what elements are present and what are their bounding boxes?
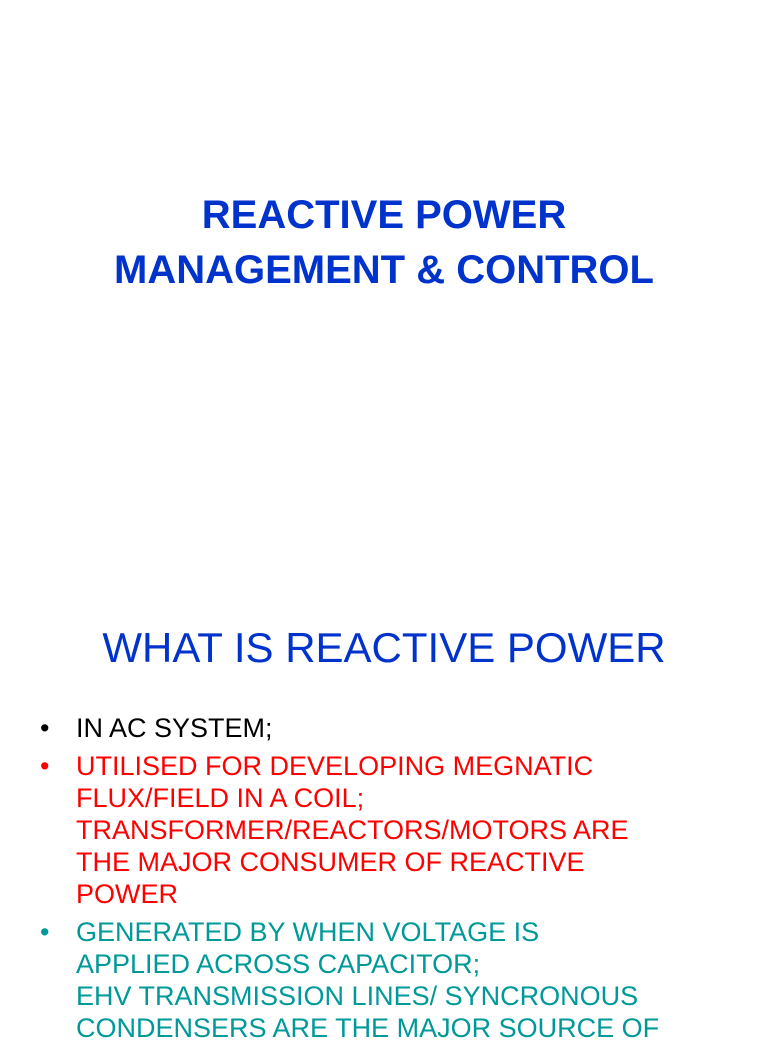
bullet-icon: • (40, 713, 50, 743)
bullet-text: GENERATED BY WHEN VOLTAGE IS (76, 917, 540, 947)
bullet-item (38, 712, 748, 744)
bullet-text: POWER (76, 879, 179, 909)
bullet-text: FLUX/FIELD IN A COIL; (76, 783, 365, 813)
bullet-text: CONDENSERS ARE THE MAJOR SOURCE OF (76, 1013, 660, 1043)
bullet-list (38, 712, 748, 1050)
slide-title (0, 188, 768, 298)
slide-title-line: MANAGEMENT & CONTROL (114, 248, 654, 292)
slide-title-line: REACTIVE POWER (201, 193, 567, 237)
bullet-text: TRANSFORMER/REACTORS/MOTORS ARE (76, 815, 629, 845)
content-slide (0, 576, 768, 1043)
bullet-text: APPLIED ACROSS CAPACITOR; (76, 949, 481, 979)
bullet-text: THE MAJOR CONSUMER OF REACTIVE (76, 847, 585, 877)
bullet-text: EHV TRANSMISSION LINES/ SYNCRONOUS (76, 981, 639, 1011)
bullet-text: UTILISED FOR DEVELOPING MEGNATIC (76, 751, 594, 781)
slide-heading: WHAT IS REACTIVE POWER (102, 624, 666, 671)
bullet-text: IN AC SYSTEM; (76, 713, 273, 743)
bullet-icon: • (40, 917, 50, 947)
bullet-item (38, 916, 748, 1044)
bullet-icon: • (40, 751, 50, 781)
bullet-item (38, 750, 748, 910)
